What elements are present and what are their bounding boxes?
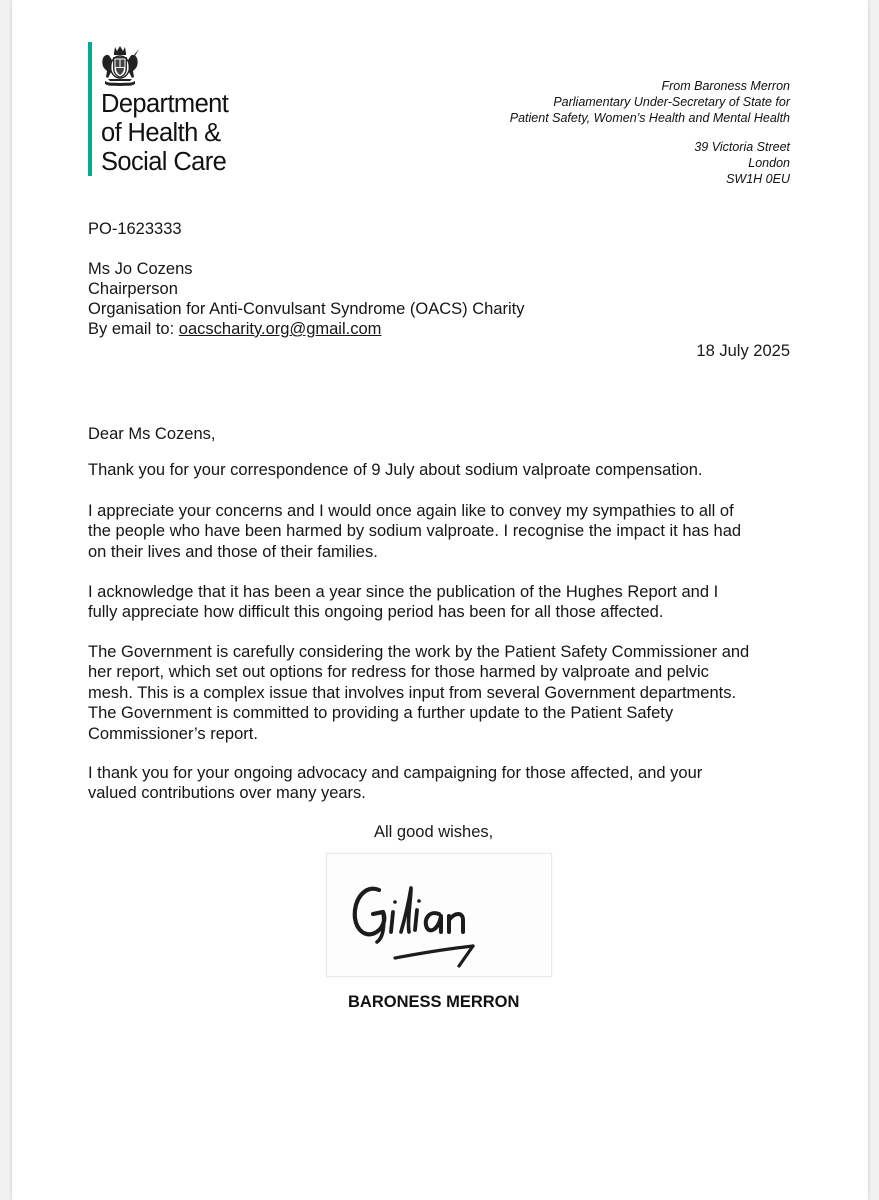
body-paragraph bbox=[88, 763, 798, 804]
paragraph-line: Commissioner’s report. bbox=[88, 724, 258, 743]
letter-page bbox=[12, 0, 868, 1200]
reference-number: PO-1623333 bbox=[88, 220, 182, 238]
sender-details bbox=[510, 78, 790, 126]
department-logo bbox=[88, 42, 258, 182]
body-paragraph bbox=[88, 642, 798, 744]
logo-accent-bar bbox=[88, 42, 92, 176]
sender-line: Patient Safety, Women’s Health and Mental Health bbox=[509, 111, 790, 125]
paragraph-line: fully appreciate how difficult this ongoing period has been for all those affected. bbox=[88, 603, 664, 622]
paragraph-line: valued contributions over many years. bbox=[88, 784, 366, 803]
address-line: 39 Victoria Street bbox=[694, 140, 790, 154]
paragraph-line: I appreciate your concerns and I would once again like to convey my sympathies to all of bbox=[88, 502, 734, 520]
paragraph-line: her report, which set out options for redress for those harmed by valproate and pelvic bbox=[88, 663, 709, 682]
signature-image bbox=[326, 853, 552, 977]
letter-date: 18 July 2025 bbox=[696, 342, 790, 360]
handwritten-signature bbox=[327, 854, 553, 978]
paragraph-line: on their lives and those of their families. bbox=[88, 542, 378, 561]
sender-address bbox=[694, 139, 790, 187]
department-name-line: of Health & bbox=[101, 119, 221, 147]
email-prefix: By email to: bbox=[88, 320, 175, 338]
recipient-email-line bbox=[88, 319, 381, 339]
body-paragraph bbox=[88, 460, 798, 480]
department-name-line: Social Care bbox=[101, 148, 227, 176]
recipient-name: Ms Jo Cozens bbox=[88, 260, 193, 278]
sender-line: From Baroness Merron bbox=[661, 79, 790, 93]
royal-crest-icon bbox=[100, 44, 140, 88]
address-line: London bbox=[748, 156, 790, 170]
sign-off: All good wishes, bbox=[374, 823, 494, 841]
paragraph-line: mesh. This is a complex issue that involves input from several Government departments. bbox=[88, 683, 737, 702]
signatory-name: BARONESS MERRON bbox=[348, 993, 520, 1011]
paragraph-line: The Government is committed to providing a further update to the Patient Safety bbox=[88, 704, 674, 723]
paragraph-line: I thank you for your ongoing advocacy and campaigning for those affected, and your bbox=[88, 764, 703, 782]
body-paragraph bbox=[88, 582, 798, 623]
paragraph-line: Thank you for your correspondence of 9 July about sodium valproate compensation. bbox=[88, 461, 703, 479]
salutation: Dear Ms Cozens, bbox=[88, 425, 216, 443]
department-name-line: Department bbox=[101, 90, 229, 118]
paragraph-line: The Government is carefully considering the work by the Patient Safety Commissioner and bbox=[88, 643, 750, 661]
recipient-email-link[interactable]: oacscharity.org@gmail.com bbox=[178, 320, 382, 338]
department-name bbox=[101, 90, 228, 177]
paragraph-line: I acknowledge that it has been a year since the publication of the Hughes Report and I bbox=[88, 583, 719, 601]
body-paragraph bbox=[88, 501, 798, 562]
recipient-role: Chairperson bbox=[88, 280, 178, 298]
recipient-organisation: Organisation for Anti-Convulsant Syndrome (OACS) Charity bbox=[88, 300, 525, 318]
sender-line: Parliamentary Under-Secretary of State for bbox=[553, 95, 790, 109]
address-line: SW1H 0EU bbox=[726, 172, 790, 186]
paragraph-line: the people who have been harmed by sodium valproate. I recognise the impact it has had bbox=[88, 522, 742, 541]
